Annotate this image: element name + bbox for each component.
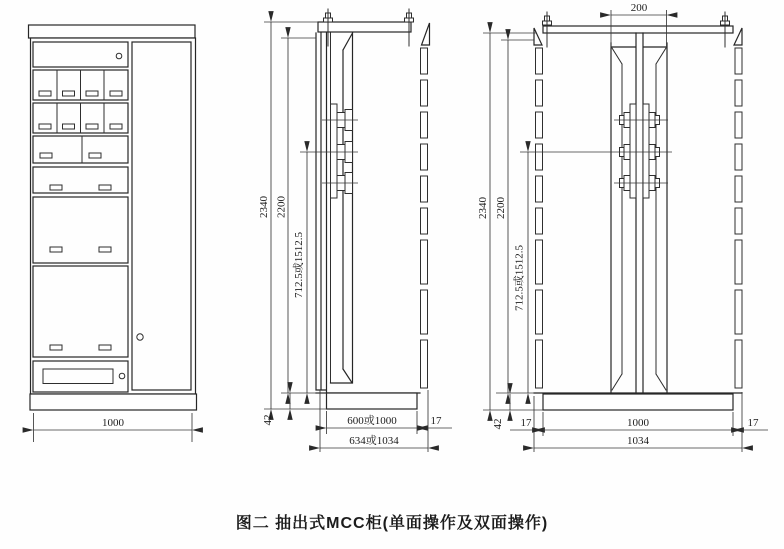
column-edges	[611, 33, 667, 393]
drawer-row-5	[33, 167, 128, 193]
dim-cover-left: 17	[520, 417, 532, 429]
right-door-top-edge	[734, 28, 742, 45]
drawer-row-4	[33, 136, 128, 163]
dim-height-total: 2340	[258, 196, 270, 218]
dim-depth-total: 634或1034	[349, 435, 399, 447]
extension-lines	[483, 33, 543, 410]
dim-contact-height: 712.5或1512.5	[513, 245, 526, 311]
drawer-knob	[116, 53, 122, 59]
dim-width-frame: 1000	[627, 417, 649, 429]
rear-door-top-edge	[422, 23, 430, 45]
lifting-channel	[318, 22, 411, 32]
dim-base-height: 42	[262, 414, 274, 426]
compartment-door-lower	[33, 266, 128, 357]
base-plinth	[327, 393, 418, 409]
dim-height-total: 2340	[477, 197, 489, 219]
dim-rear-cover: 17	[430, 415, 442, 427]
base-plinth	[30, 394, 197, 410]
dim-cover-right: 17	[747, 417, 759, 429]
dim-contact-height: 712.5或1512.5	[293, 232, 305, 298]
left-vent-column	[536, 48, 543, 388]
front-width-dimension	[34, 413, 193, 442]
dim-height-frame: 2200	[495, 197, 507, 219]
contact-rails	[630, 104, 649, 198]
contact-steps	[337, 110, 353, 194]
extension-lines	[264, 22, 327, 409]
door-knob	[137, 334, 143, 340]
column-inner-panels	[612, 48, 666, 390]
dim-depth-frame: 600或1000	[347, 415, 397, 427]
right-vent-column	[735, 48, 742, 388]
dim-busbar-width: 200	[630, 2, 648, 14]
figure-caption: 图二 抽出式MCC柜(单面操作及双面操作)	[235, 515, 549, 532]
front-view	[29, 25, 197, 442]
dim-width-total: 1034	[627, 435, 649, 447]
left-door-top-edge	[534, 28, 542, 45]
contact-steps	[620, 113, 660, 191]
drawer-rows	[33, 42, 128, 392]
bottom-panel-window	[43, 369, 113, 384]
dim-height-frame: 2200	[275, 196, 288, 218]
base-plinth	[543, 394, 733, 410]
top-cap	[29, 25, 196, 38]
drawer-row-1	[33, 42, 128, 67]
rear-vent-column	[421, 48, 428, 388]
side-view-single-operation	[258, 9, 452, 452]
dim-base-height: 42	[492, 418, 504, 430]
front-face-lines	[316, 33, 327, 393]
busbar-contact-stack	[300, 104, 358, 198]
contact-rail	[331, 104, 338, 198]
panel-knob	[119, 373, 125, 379]
inner-panel	[331, 33, 353, 383]
compartment-door-upper	[33, 197, 128, 263]
lifting-channel	[543, 26, 733, 33]
side-view-double-operation	[477, 2, 768, 452]
dim-front-width: 1000	[102, 417, 124, 429]
